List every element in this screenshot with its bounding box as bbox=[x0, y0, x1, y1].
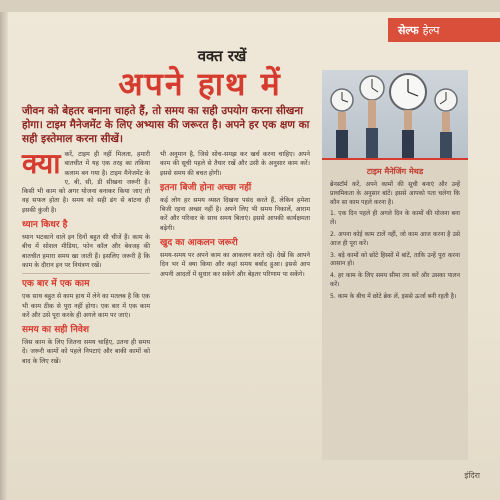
sidebar-point-1: 1. एक दिन पहले ही अगले दिन के कामों की योजना बना लें। bbox=[330, 210, 460, 227]
drop-cap: क्या bbox=[22, 147, 61, 180]
column-2-paragraph-1: भी अनुमान है, जिसे सोच-समझ कर खर्च करना चाहिए। अपने काम की सूची पहले से तैयार रखें और उसी के अनुसार काम करें। इससे समय की बचत होगी। bbox=[160, 151, 310, 177]
column-1 bbox=[22, 147, 150, 366]
sidebar-paragraph-1: ब्रेनस्टॉर्म करें, अपने कामों की सूची बनाएं और उन्हें प्राथमिकता के अनुसार बांटें। इससे आपको पता चलेगा कि कौन सा काम पहले करना है। bbox=[330, 181, 460, 206]
intro-text: जीवन को बेहतर बनाना चाहते हैं, तो समय का सही उपयोग करना सीखना होगा। टाइम मैनेजमेंट के लिए अभ्यास की जरूरत है। अपने हर एक क्षण का सही इस्तेमाल करना सीखें। bbox=[22, 105, 310, 145]
subheading-ek-bar: एक बार में एक काम bbox=[22, 279, 90, 290]
headline: अपने हाथ में bbox=[118, 65, 282, 103]
clock-photo-illustration bbox=[322, 70, 468, 158]
column-1-paragraph-3: एक साथ बहुत से काम हाथ में लेने का मतलब है कि एक भी काम ठीक से पूरा नहीं होगा। एक बार में एक काम करें और उसे पूरा करके ही अगले काम पर जाएं। bbox=[22, 293, 150, 319]
sidebar-title: टाइम मैनेजिंग मेथड bbox=[366, 167, 424, 176]
column-2-paragraph-3: समय-समय पर अपने काम का आकलन करते रहें। देखें कि आपने दिन भर में क्या किया और कहां समय बर्बाद हुआ। इससे आप अपनी आदतों में सुधार कर सकेंगे और बेहतर परिणाम पा सकेंगे। bbox=[160, 252, 310, 278]
column-2 bbox=[160, 150, 310, 279]
subheading-dhyan: ध्यान किधर है bbox=[22, 220, 68, 231]
subheading-samay-nivesh: समय का सही निवेश bbox=[22, 325, 89, 336]
subheading-aakalan: खुद का आकलन जरूरी bbox=[160, 238, 238, 249]
clock-hands-photo bbox=[322, 70, 468, 158]
column-1-paragraph-4: जिस काम के लिए जितना समय चाहिए, उतना ही समय दें। जरूरी कामों को पहले निपटाएं और बाकी कामों को बाद के लिए रखें। bbox=[22, 339, 150, 365]
sidebar-point-3: 3. बड़े कामों को छोटे हिस्सों में बांटें, ताकि उन्हें पूरा करना आसान हो। bbox=[330, 251, 460, 268]
subheading-busy: इतना बिजी होना अच्छा नहीं bbox=[160, 182, 252, 193]
sidebar-body bbox=[330, 181, 460, 302]
sidebar-box bbox=[322, 158, 468, 460]
top-band bbox=[0, 0, 500, 12]
section-tag-part1: सेल्फ bbox=[398, 23, 419, 37]
section-tag-part2: हेल्प bbox=[422, 23, 440, 37]
sidebar-point-4: 4. हर काम के लिए समय सीमा तय करें और उसका पालन करें। bbox=[330, 272, 460, 288]
sidebar-point-5: 5. काम के बीच में छोटे ब्रेक लें, इससे ऊर्जा बनी रहती है। bbox=[330, 292, 457, 300]
column-1-paragraph-2: ध्यान भटकाने वाले इन दिनों बहुत सी चीजें हैं। काम के बीच में सोशल मीडिया, फोन कॉल और बेवजह की बातचीत हमारा समय खा जाती हैं। इसलिए जरूरी है कि काम के दौरान इन पर नियंत्रण रखें। bbox=[22, 234, 150, 269]
headline-kicker: वक्त रखें bbox=[197, 47, 247, 65]
sidebar-point-2: 2. अपना कोई काम टालें नहीं, जो काम आज करना है उसे आज ही पूरा करें। bbox=[330, 230, 460, 247]
source-credit: इंदिरा bbox=[464, 471, 480, 480]
divider bbox=[22, 273, 150, 274]
column-2-paragraph-2: कई लोग हर समय व्यस्त दिखना पसंद करते हैं, लेकिन हमेशा बिजी रहना अच्छा नहीं है। अपने लिए भी समय निकालें, आराम करें और परिवार के साथ समय बिताएं। इससे आपकी कार्यक्षमता बढ़ेगी। bbox=[160, 196, 310, 232]
column-1-paragraph-1: करें, टाइम ही नहीं मिलता, हमारी बातचीत में यह एक तरह का तकिया कलाम बन गया है। टाइम मैनेजमेंट के ए, बी, सी, डी सीखना जरूरी है। किसी भी काम को अगर योजना बनाकर किया जाए तो वह सफल होता है। समय को सही ढंग से बांटना ही इसकी कुंजी है। bbox=[22, 151, 150, 214]
section-tag bbox=[388, 18, 500, 42]
page-gutter bbox=[0, 0, 8, 500]
